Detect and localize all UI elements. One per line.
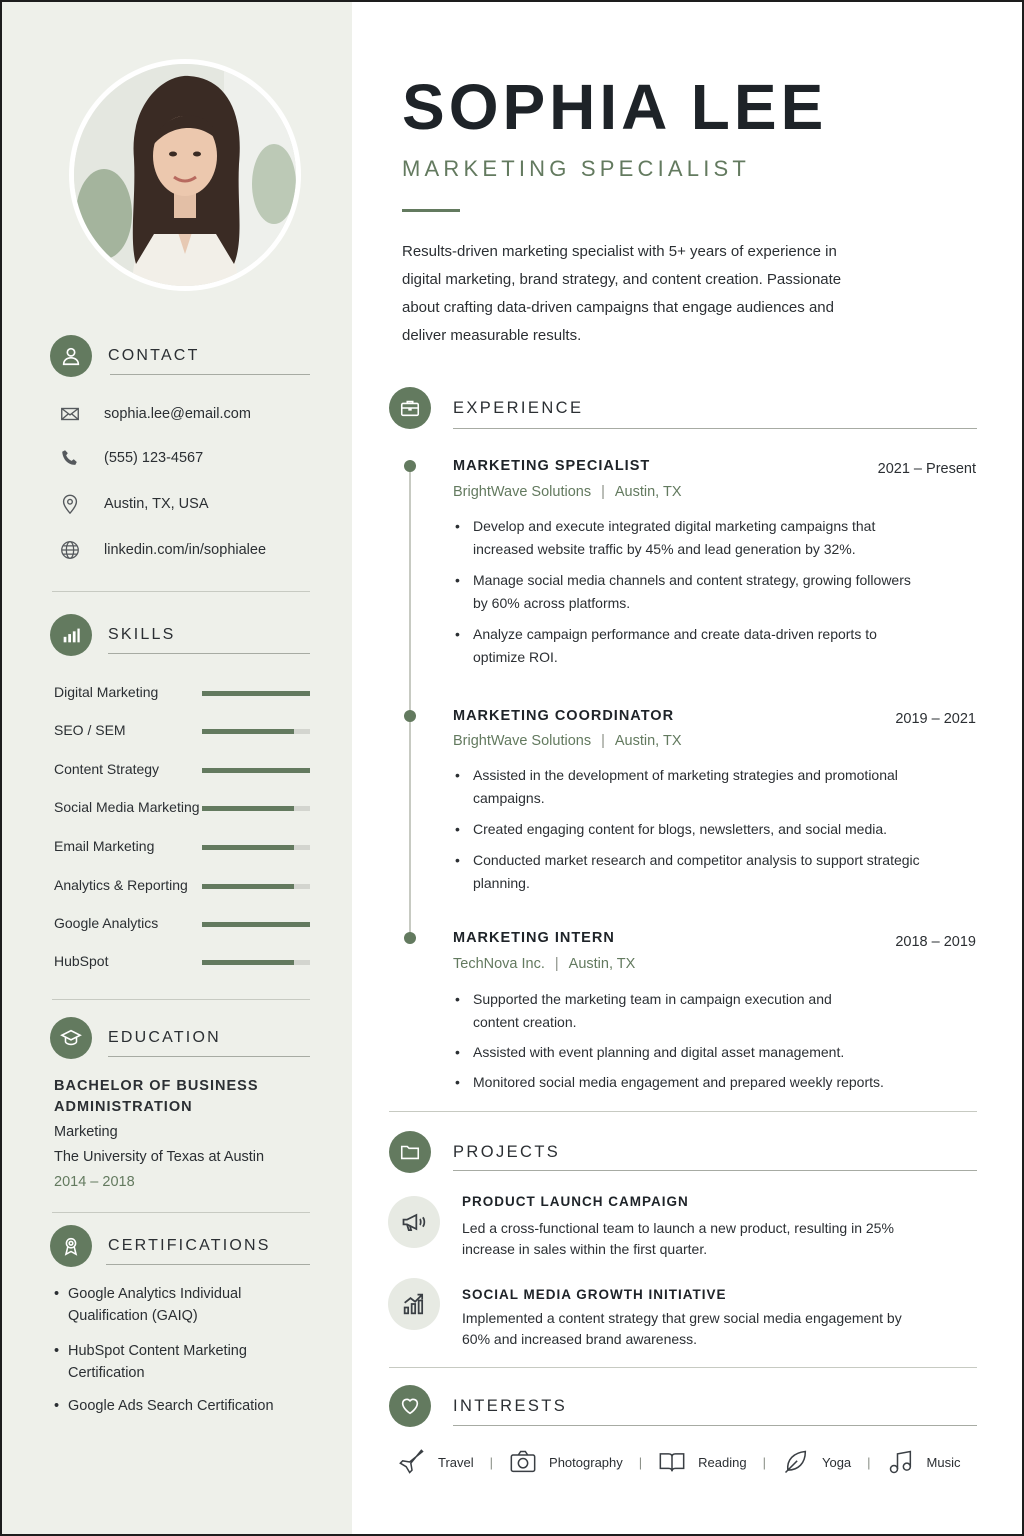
interest-yoga <box>782 1448 851 1476</box>
interest-reading <box>658 1448 746 1476</box>
skill-level-fill <box>202 806 294 811</box>
projects-title: PROJECTS <box>453 1142 561 1161</box>
phone-icon <box>58 446 82 470</box>
interest-label: Yoga <box>821 1454 852 1470</box>
interests-header <box>389 1385 567 1427</box>
job-bullet: • Assisted in the development of marketing strategies and promotional campaigns. <box>453 764 923 810</box>
heart-icon <box>389 1385 431 1427</box>
skills-rule <box>108 653 310 654</box>
job-organization <box>453 733 682 749</box>
contact-phone[interactable] <box>58 446 203 470</box>
skills-header <box>50 614 175 656</box>
skill-level-bar <box>202 768 310 773</box>
skill-label: HubSpot <box>54 953 109 969</box>
section-divider <box>52 1212 310 1213</box>
job-dates: 2019 – 2021 <box>895 711 976 727</box>
skill-level-fill <box>202 729 294 734</box>
candidate-name: SOPHIA LEE <box>402 71 828 143</box>
contact-linkedin[interactable] <box>58 538 266 562</box>
job-location: Austin, TX <box>614 484 682 500</box>
experience-timeline <box>409 465 411 939</box>
degree-title: BACHELOR OF BUSINESS ADMINISTRATION <box>54 1078 259 1115</box>
separator: | <box>489 1454 494 1470</box>
separator: | <box>762 1454 766 1470</box>
skill-label: Google Analytics <box>54 915 159 931</box>
skill-label: Email Marketing <box>54 838 155 854</box>
job-location: Austin, TX <box>614 733 682 749</box>
job-bullet: • Develop and execute integrated digital marketing campaigns that increased website traffic by 45% and lead generation by 32%. <box>453 515 923 561</box>
education-title: EDUCATION <box>108 1029 221 1046</box>
job-organization <box>453 484 682 500</box>
job-title: MARKETING SPECIALIST <box>453 458 651 474</box>
education-rule <box>108 1056 310 1057</box>
certification-item: • HubSpot Content Marketing Certification <box>54 1340 314 1384</box>
separator: | <box>601 484 605 500</box>
interests-title: INTERESTS <box>453 1396 568 1415</box>
certifications-title: CERTIFICATIONS <box>108 1237 271 1254</box>
skill-level-bar <box>202 922 310 927</box>
book-icon <box>658 1448 686 1476</box>
timeline-dot <box>404 710 416 722</box>
interest-label: Reading <box>698 1454 747 1470</box>
interests-list <box>398 1448 961 1476</box>
camera-icon <box>509 1448 537 1476</box>
skill-level-fill <box>202 768 310 773</box>
section-divider <box>389 1111 977 1112</box>
skill-level-fill <box>202 845 294 850</box>
skill-level-fill <box>202 691 310 696</box>
certifications-header <box>50 1225 271 1267</box>
education-header <box>50 1017 221 1059</box>
section-divider <box>389 1367 977 1368</box>
job-bullet: • Conducted market research and competitor analysis to support strategic planning. <box>453 849 923 895</box>
skill-level-bar <box>202 691 310 696</box>
folder-icon <box>389 1131 431 1173</box>
skill-row <box>54 915 310 931</box>
section-divider <box>52 591 310 592</box>
job-organization <box>453 956 635 972</box>
mail-icon <box>58 402 82 426</box>
main-content <box>352 2 1024 1536</box>
megaphone-icon <box>388 1196 440 1248</box>
skill-label: SEO / SEM <box>54 722 126 738</box>
skill-row <box>54 953 310 969</box>
job-bullet: • Monitored social media engagement and prepared weekly reports. <box>453 1071 923 1094</box>
bar-chart-icon <box>50 614 92 656</box>
user-icon <box>50 335 92 377</box>
projects-header <box>389 1131 560 1173</box>
job-title: MARKETING COORDINATOR <box>453 708 675 724</box>
job-company: BrightWave Solutions <box>453 484 592 500</box>
contact-email-text: sophia.lee@email.com <box>104 406 251 422</box>
skill-level-fill <box>202 960 294 965</box>
separator: | <box>601 733 605 749</box>
project-description: Led a cross-functional team to launch a new product, resulting in 25% increase in sales within the first quarter. <box>462 1220 894 1257</box>
education-years: 2014 – 2018 <box>54 1174 135 1190</box>
skills-title: SKILLS <box>108 626 176 643</box>
interest-photography <box>509 1448 623 1476</box>
title-accent-rule <box>402 209 460 212</box>
skill-row <box>54 761 310 777</box>
skill-label: Social Media Marketing <box>54 799 200 815</box>
separator: | <box>638 1454 643 1470</box>
job-bullet: • Supported the marketing team in campaign execution and content creation. <box>453 988 833 1034</box>
timeline-dot <box>404 932 416 944</box>
sidebar <box>2 2 352 1536</box>
contact-location-text: Austin, TX, USA <box>104 496 209 512</box>
experience-title: EXPERIENCE <box>453 398 584 417</box>
skill-level-fill <box>202 922 310 927</box>
job-location: Austin, TX <box>568 956 636 972</box>
job-dates: 2021 – Present <box>877 461 976 477</box>
contact-header <box>50 335 200 377</box>
skill-level-bar <box>202 806 310 811</box>
certifications-rule <box>106 1264 310 1265</box>
contact-linkedin-text: linkedin.com/in/sophialee <box>104 542 267 558</box>
interests-rule <box>453 1425 977 1426</box>
job-dates: 2018 – 2019 <box>895 934 976 950</box>
skill-row <box>54 799 310 815</box>
job-bullet: • Manage social media channels and content strategy, growing followers by 60% across platforms. <box>453 569 923 615</box>
project-title: PRODUCT LAUNCH CAMPAIGN <box>462 1194 689 1209</box>
interest-label: Music <box>926 1454 961 1470</box>
skill-row <box>54 838 310 854</box>
job-bullet: • Created engaging content for blogs, newsletters, and social media. <box>453 818 923 841</box>
job-bullet: • Assisted with event planning and digital asset management. <box>453 1041 923 1064</box>
job-company: BrightWave Solutions <box>453 733 592 749</box>
job-bullet: • Analyze campaign performance and create data-driven reports to optimize ROI. <box>453 623 923 669</box>
airplane-icon <box>398 1448 426 1476</box>
contact-title: CONTACT <box>108 347 200 364</box>
graduation-cap-icon <box>50 1017 92 1059</box>
experience-header <box>389 387 583 429</box>
skill-label: Analytics & Reporting <box>54 877 188 893</box>
skill-label: Content Strategy <box>54 761 160 777</box>
globe-icon <box>58 538 82 562</box>
music-note-icon <box>887 1448 915 1476</box>
interest-travel <box>398 1448 474 1476</box>
skill-level-bar <box>202 845 310 850</box>
project-title: SOCIAL MEDIA GROWTH INITIATIVE <box>462 1287 727 1302</box>
contact-location <box>58 492 209 516</box>
projects-rule <box>453 1170 977 1171</box>
profile-photo <box>69 59 301 291</box>
skill-row <box>54 684 310 700</box>
candidate-role: MARKETING SPECIALIST <box>402 156 751 181</box>
leaf-icon <box>782 1448 810 1476</box>
contact-phone-text: (555) 123-4567 <box>104 450 204 466</box>
contact-rule <box>110 374 310 375</box>
experience-rule <box>453 428 977 429</box>
briefcase-icon <box>389 387 431 429</box>
interest-music <box>887 1448 961 1476</box>
skill-row <box>54 877 310 893</box>
separator: | <box>867 1454 871 1470</box>
school-name: The University of Texas at Austin <box>54 1149 265 1165</box>
interest-label: Photography <box>549 1454 623 1470</box>
skill-level-bar <box>202 729 310 734</box>
skill-row <box>54 722 310 738</box>
skill-label: Digital Marketing <box>54 684 159 700</box>
skill-level-fill <box>202 884 294 889</box>
location-pin-icon <box>58 492 82 516</box>
award-ribbon-icon <box>50 1225 92 1267</box>
separator: | <box>554 956 559 972</box>
growth-chart-icon <box>388 1278 440 1330</box>
certification-item: • Google Ads Search Certification <box>54 1395 314 1417</box>
interest-label: Travel <box>438 1454 474 1470</box>
profile-summary: Results-driven marketing specialist with 5+ years of experience in digital marketing, brand strategy, and content creation. Passionate about crafting data-driven campaigns that engage audiences and deliver measurable results. <box>402 243 842 344</box>
project-description: Implemented a content strategy that grew social media engagement by 60% and increased brand awareness. <box>462 1310 902 1347</box>
job-title: MARKETING INTERN <box>453 930 615 946</box>
certification-item: • Google Analytics Individual Qualification (GAIQ) <box>54 1283 314 1327</box>
skill-level-bar <box>202 884 310 889</box>
skill-level-bar <box>202 960 310 965</box>
degree-major: Marketing <box>54 1124 118 1140</box>
contact-email[interactable] <box>58 402 251 426</box>
timeline-dot <box>404 460 416 472</box>
job-company: TechNova Inc. <box>453 956 545 972</box>
section-divider <box>52 999 310 1000</box>
